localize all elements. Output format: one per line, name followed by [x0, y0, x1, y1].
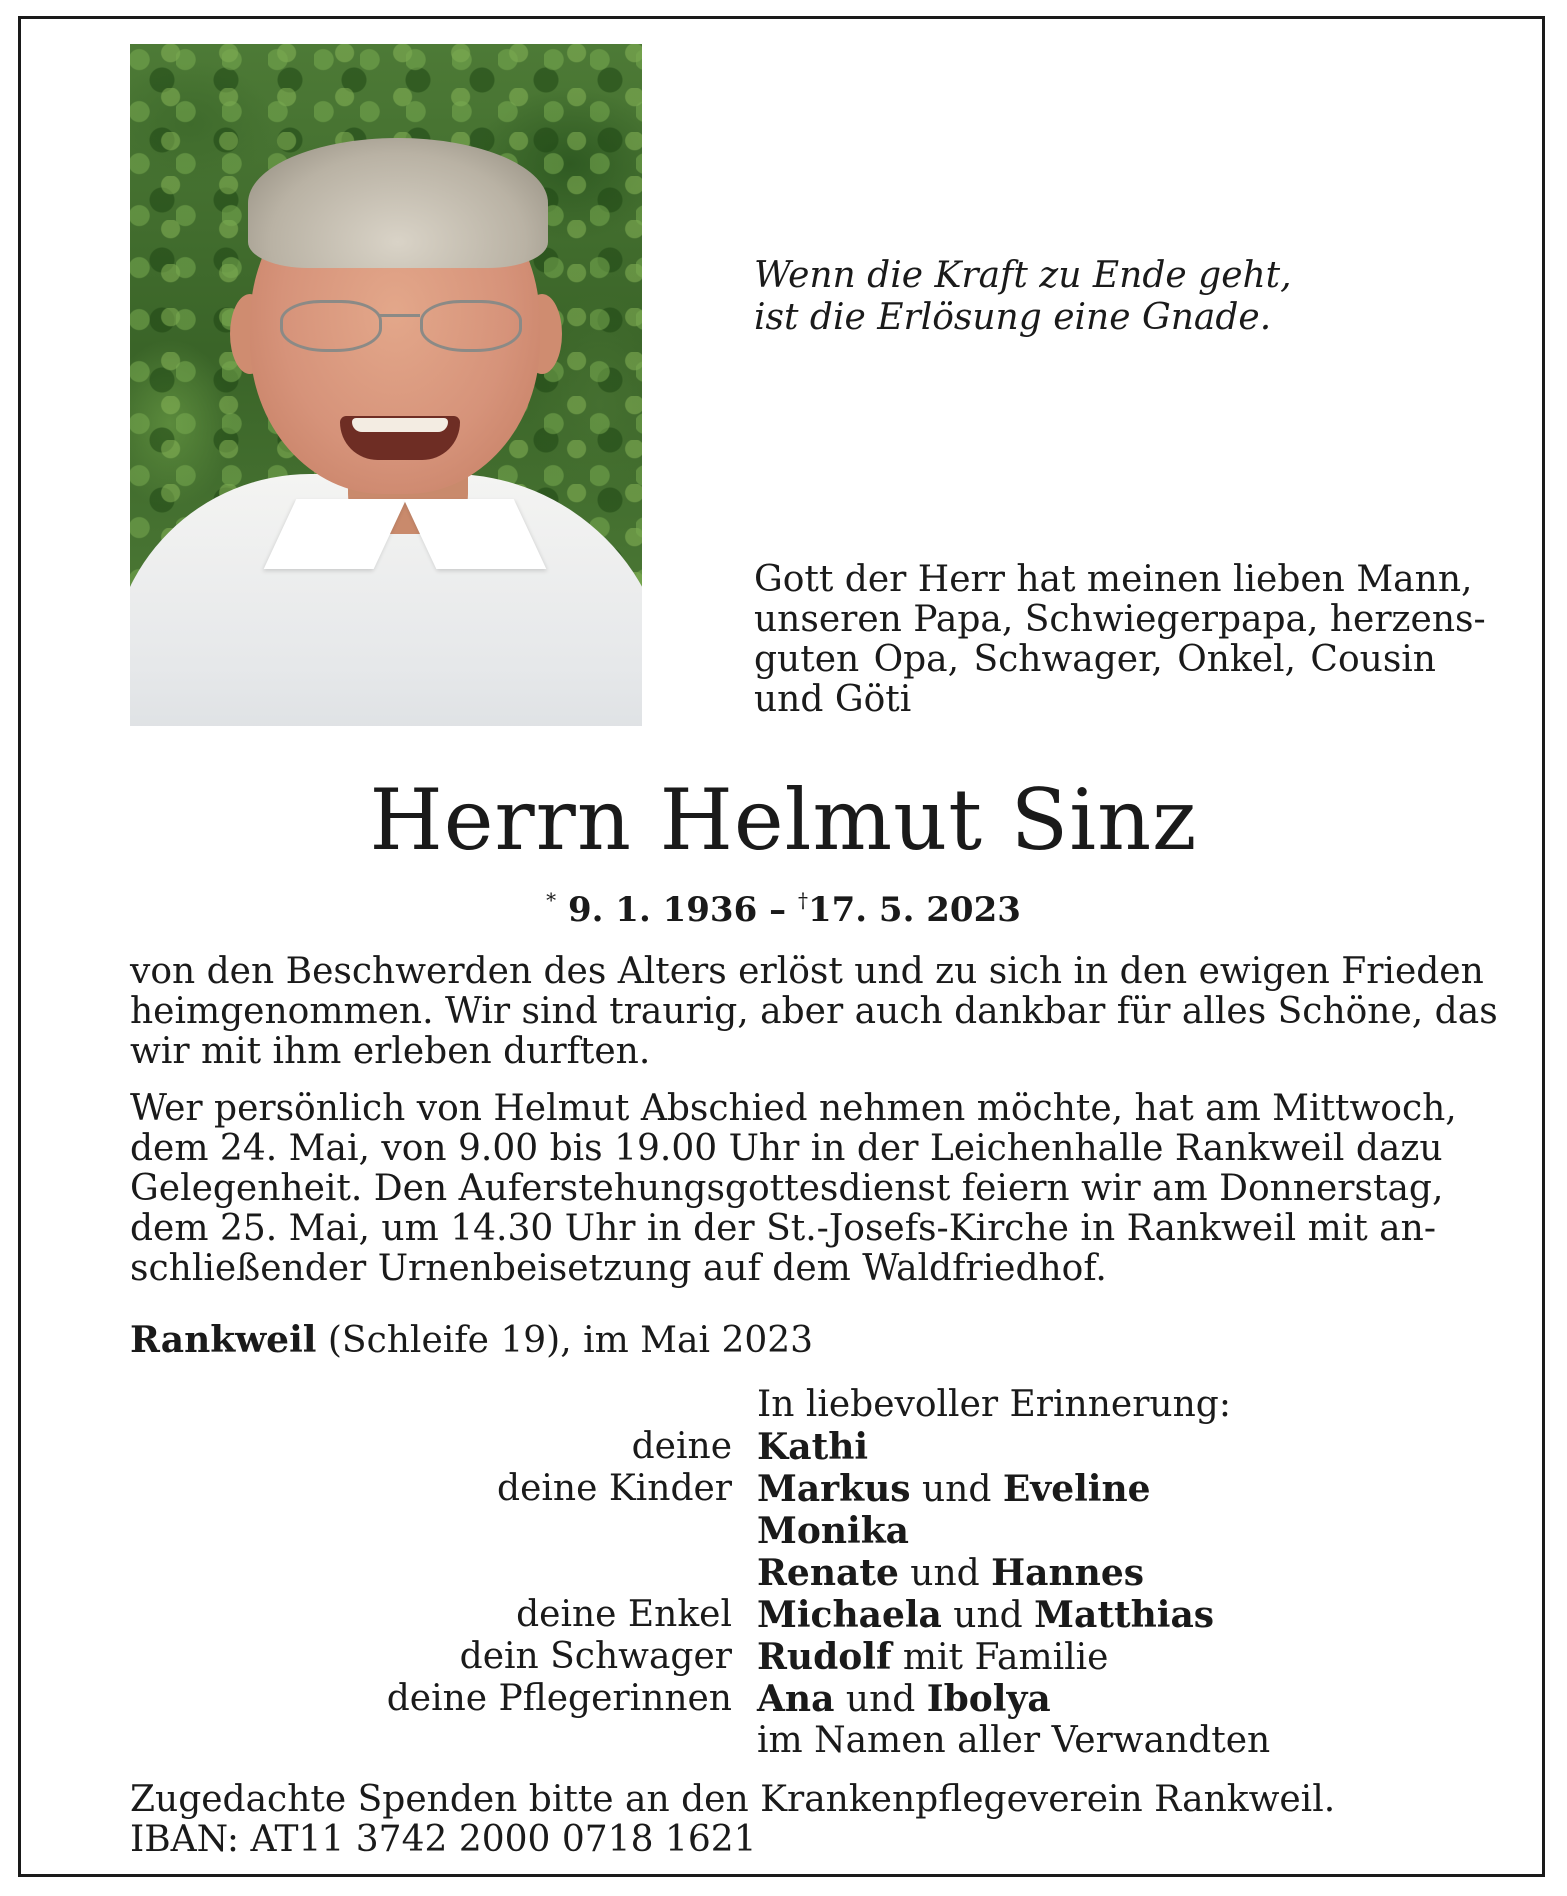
paragraph-line: Gelegenheit. Den Auferstehungsgottesdienst feiern wir am Donnerstag, [130, 1168, 1444, 1209]
glasses-right-lens [420, 300, 522, 352]
paragraph-line: schließender Urnenbeisetzung auf dem Waldfriedhof. [130, 1248, 1107, 1289]
footer [130, 1780, 1335, 1860]
paragraph-line: heimgenommen. Wir sind traurig, aber auch dankbar für alles Schöne, das [130, 991, 1498, 1032]
death-symbol: † [797, 888, 808, 912]
portrait-photo [130, 44, 642, 726]
glasses-bridge [378, 314, 420, 317]
family-names [757, 1510, 909, 1553]
paragraph-line: dem 25. Mai, um 14.30 Uhr in der St.-Josefs-Kirche in Rankweil mit an- [130, 1208, 1436, 1249]
family-heading: In liebevoller Erinnerung: [757, 1384, 1231, 1425]
family-connector: und [898, 1553, 992, 1594]
paragraph-line: dem 24. Mai, von 9.00 bis 19.00 Uhr in der Leichenhalle Rankweil dazu [130, 1128, 1443, 1169]
iban: IBAN: AT11 3742 2000 0718 1621 [130, 1819, 757, 1860]
family-member-name: Hannes [991, 1552, 1145, 1594]
family-member-name: Markus [757, 1468, 911, 1510]
family-relation: deine Pflegerinnen [386, 1678, 732, 1719]
family-member-name: Rudolf [757, 1636, 892, 1678]
life-dates [0, 880, 1567, 930]
date-separator: – [769, 890, 787, 930]
family-connector: im Namen aller Verwandten [757, 1720, 1271, 1761]
paragraph-line: wir mit ihm erleben durften. [130, 1031, 651, 1072]
family-names [757, 1426, 868, 1469]
donation-note: Zugedachte Spenden bitte an den Krankenpflegeverein Rankweil. [130, 1779, 1336, 1820]
intro-line: Gott der Herr hat meinen lieben Mann, [754, 559, 1473, 600]
intro-line: guten Opa, Schwager, Onkel, Cousin [754, 639, 1436, 680]
intro-line: und Göti [754, 679, 912, 720]
family-names [757, 1552, 1144, 1595]
family-connector: mit Familie [891, 1637, 1109, 1678]
quote-line-2: ist die Erlösung eine Gnade. [754, 297, 1272, 338]
family-member-name: Renate [757, 1552, 899, 1594]
family-names [757, 1720, 1270, 1762]
deceased-name: Herrn Helmut Sinz [369, 771, 1198, 869]
hair [248, 138, 548, 268]
family-member-name: Monika [757, 1510, 909, 1552]
family-member-name: Michaela [757, 1594, 942, 1636]
family-names [757, 1594, 1214, 1637]
family-relation: deine [631, 1426, 732, 1467]
family-member-name: Ana [757, 1678, 835, 1720]
family-connector: und [834, 1679, 927, 1720]
family-relation: dein Schwager [459, 1636, 732, 1677]
paragraph-release [130, 951, 1498, 1072]
family-names [757, 1468, 1151, 1511]
family-names [757, 1636, 1108, 1679]
death-date: 17. 5. 2023 [807, 890, 1021, 930]
family-member-name: Matthias [1034, 1594, 1215, 1636]
place-rest: (Schleife 19), im Mai 2023 [316, 1320, 814, 1361]
place-date [130, 1320, 813, 1361]
quote-line-1: Wenn die Kraft zu Ende geht, [754, 255, 1292, 296]
family-member-name: Kathi [757, 1426, 869, 1468]
family-member-name: Eveline [1002, 1468, 1151, 1510]
paragraph-line: von den Beschwerden des Alters erlöst und zu sich in den ewigen Frieden [130, 951, 1484, 992]
birth-symbol: * [546, 888, 557, 912]
intro-line: unseren Papa, Schwiegerpapa, herzens- [754, 599, 1486, 640]
town-name: Rankweil [130, 1319, 317, 1361]
family-relation: deine Enkel [516, 1594, 732, 1635]
teeth [352, 418, 448, 432]
family-names [757, 1678, 1051, 1721]
birth-date: 9. 1. 1936 [567, 890, 758, 930]
family-connector: und [910, 1469, 1003, 1510]
paragraph-funeral-details [130, 1088, 1457, 1289]
intro-text [754, 559, 1486, 720]
glasses-left-lens [280, 300, 382, 352]
family-connector: und [941, 1595, 1035, 1636]
paragraph-line: Wer persönlich von Helmut Abschied nehmen möchte, hat am Mittwoch, [130, 1088, 1457, 1129]
family-relation: deine Kinder [497, 1468, 732, 1509]
family-member-name: Ibolya [926, 1678, 1051, 1720]
